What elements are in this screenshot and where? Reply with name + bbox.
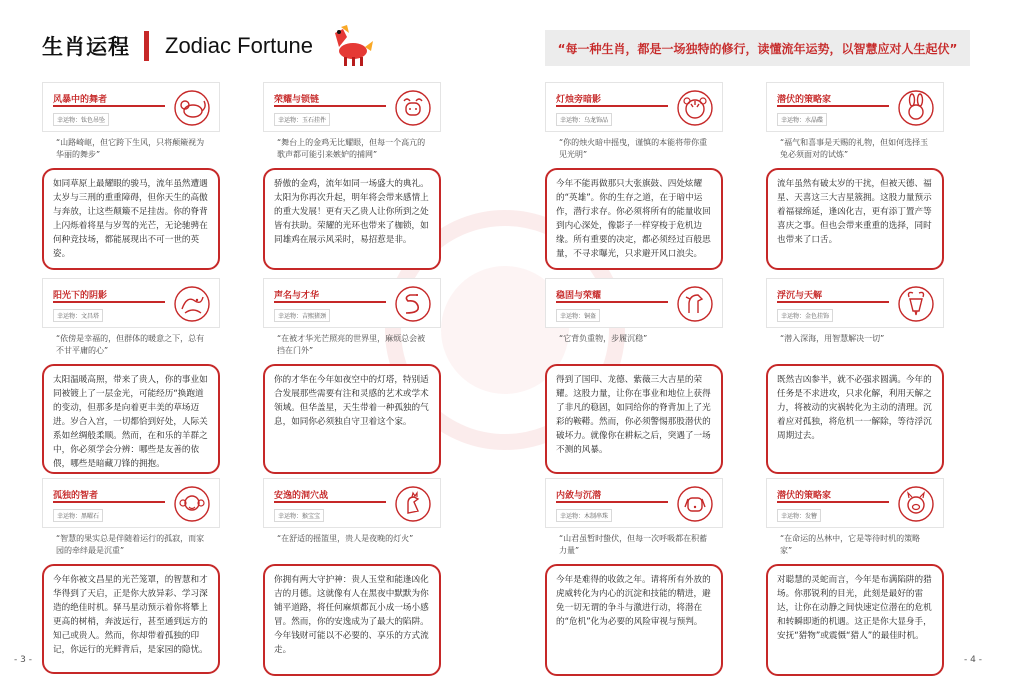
page-number-left: - 3 - [14,655,32,665]
card-title: 阳光下的阴影 [53,291,108,301]
lucky-item: 幸运物：钛色吊坠 [53,113,109,126]
card-header [42,278,220,328]
card-quote: “山君虽暂时蛰伏，但每一次呼吸都在积蓄力量” [559,534,708,555]
card-body: 得到了国印、龙德、紫薇三大吉星的荣耀。这股力量，让你在事业和地位上获得了非凡的稳固，如同给你的脊背加上了光彩的鞍鞯。然而，你必须警惕那股潜伏的破坏力。就像你在耕耘之后，突遇了一场不测的风暴。 [545,364,723,474]
card-quote: “智慧的果实总是伴随着运行的孤寂，而家园的牵绊最是沉重” [56,534,205,555]
card-title: 浮沉与天解 [777,291,823,301]
card-header [766,278,944,328]
card-quote: “你的烛火暗中摇曳，谨慎的本能将带你重见光明” [559,138,708,159]
card-quote: “福气和喜事是天赐的礼物，但如何选择玉兔必须面对的试炼” [780,138,929,159]
card-title: 稳固与荣耀 [556,291,602,301]
lucky-item: 幸运物：水晶碟 [777,113,827,126]
card-quote: “潜入深海，用智慧解决一切” [780,334,885,343]
zodiac-card [42,82,220,270]
lucky-item: 幸运物：猴宝宝 [274,509,324,522]
card-title-underline [53,105,165,107]
card-title: 潜伏的策略家 [777,95,832,105]
card-title: 安逸的洞穴战 [274,491,329,501]
title-divider [144,31,149,61]
card-title-underline [777,501,889,503]
card-title-underline [777,301,889,303]
card-body: 你的才华在今年如夜空中的灯塔，特别适合发展那些需要有注和灵感的艺术或学术领域。但华盖星，天生带着一种孤独的气息，如同你必须独自守卫着这个家。 [263,364,441,474]
card-title: 潜伏的策略家 [777,491,832,501]
card-body: 流年虽然有破太岁的干扰，但被天德、福星、天喜这三大吉星簇拥。这股力量预示着福禄绵延，逢凶化吉，更有添丁置产等喜庆之事。但也会带来重重的选择，同时也带来了口舌。 [766,168,944,270]
card-title: 声名与才华 [274,291,320,301]
card-quote: “在舒适的摇篮里，贵人是夜晚的灯火” [277,534,414,543]
monkey-icon [173,485,211,523]
lucky-item: 幸运物：木制串珠 [556,509,612,522]
zodiac-card [42,278,220,474]
lucky-item: 幸运物：铜盔 [556,309,600,322]
card-title: 孤独的智者 [53,491,99,501]
card-quote: “山路崎岖，但它跨下生风，只将颠簸视为华丽的舞步” [56,138,205,159]
pig-icon [897,485,935,523]
card-quote: “它背负重物，步履沉稳” [559,334,648,343]
lucky-item: 幸运物：发簪 [777,509,821,522]
card-title-underline [53,501,165,503]
page-title-en: Zodiac Fortune [165,33,313,58]
card-header [42,478,220,528]
snake-icon [394,285,432,323]
card-header [42,82,220,132]
zodiac-card [263,478,441,676]
page-title-cn: 生肖运程 [42,35,130,59]
card-header [263,82,441,132]
card-title-underline [556,501,668,503]
zodiac-card [545,478,723,676]
card-header [766,478,944,528]
lucky-item: 幸运物：文昌塔 [53,309,103,322]
card-quote: “舞台上的金鸡无比耀眼，但每一个高亢的歌声都可能引来嫉妒的捕网” [277,138,426,159]
card-header [545,478,723,528]
card-header [263,278,441,328]
card-header [545,82,723,132]
card-title: 灯烛旁暗影 [556,95,602,105]
zodiac-card [766,278,944,474]
rabbit-icon [897,89,935,127]
card-body: 今年你被文昌星的光芒笼罩，的智慧和才华得到了天启，正是你大放异彩、学习深造的绝佳时机。驿马星动预示着你将攀上更高的树梢，奔波远行，甚至通到远方的知己或贵人。然而，你却带着孤独的印记，你远行的光鲜背后，是家园的隐忧。 [42,564,220,674]
card-body: 既然吉凶参半，就不必强求圆满。今年的任务是不求进攻，只求化解，利用天解之力，将被动的灾祸转化为主动的清理。沉着应对孤独，将危机一一解除，等待浮沉周期过去。 [766,364,944,474]
zodiac-card [545,82,723,270]
lucky-item: 幸运物：金色挂饰 [777,309,833,322]
card-header [263,478,441,528]
lucky-item: 幸运物：吉熙猪颈 [274,309,330,322]
card-body: 你拥有两大守护神：贵人玉堂和能逢凶化吉的月德。这就像有人在黑夜中默默为你铺平道路，将任何麻烦都瓦小成一场小感冒。然而，你的安逸成为了最大的陷阱。今年钱财可能以不必要的、享乐的方式流走。 [263,564,441,676]
lucky-item: 幸运物：乌龙饰品 [556,113,612,126]
card-header [545,278,723,328]
card-body: 今年不能再做那只大张旗鼓、四处炫耀的“英雄”。你的生存之道，在于暗中运作，潜行求存。你必须将所有的能量收回到内心深处，像影子一样穿梭于危机边缘。所有重要的决定，都必须经过百般思量，不寻求曝光，只求避开风口浪尖。 [545,168,723,270]
dog-icon [676,485,714,523]
zodiac-card [766,478,944,676]
rooster-icon [394,485,432,523]
card-body: 对聪慧的灵蛇而言，今年是布满陷阱的猎场。你那锐利的目光，此刻是最好的雷达，让你在动静之间快速定位潜在的危机和转瞬即逝的机遇。这正是你大显身手，安抚“猎物”或震慑“猎人”的最佳时机。 [766,564,944,676]
tiger-icon [676,89,714,127]
zodiac-card [263,278,441,474]
rat-icon [173,89,211,127]
zodiac-card [545,278,723,474]
card-title: 内敛与沉潜 [556,491,602,501]
card-title-underline [274,301,386,303]
header-quote-box [545,30,970,66]
page-number-right: - 4 - [964,655,982,665]
card-quote: “在被才华光芒照亮的世界里，麻烦总会被挡在门外” [277,334,426,355]
card-body: 如同草原上最耀眼的骏马，流年虽然遭遇太岁与三刑的重重障碍，但你天生的高傲与奔放，让这些颠簸不足挂齿。你的脊背上闪烁着将星与岁驾的光芒，无论驰骋在何种竞技场，都能展现出不可一世的英姿。 [42,168,220,270]
card-title-underline [274,105,386,107]
card-quote: “在命运的丛林中，它是等待时机的策略家” [780,534,921,555]
card-quote: “依傍是幸福的，但群体的暖意之下，总有不甘平庸的心” [56,334,205,355]
lucky-item: 幸运物：玉石挂件 [274,113,330,126]
card-title-underline [274,501,386,503]
card-title-underline [53,301,165,303]
card-title-underline [777,105,889,107]
header-quote: “每一种生肖，都是一场独特的修行，读懂流年运势，以智慧应对人生起伏” [557,41,958,56]
zodiac-card [42,478,220,674]
horse-mascot-icon [327,23,375,69]
card-body: 太阳温暖高照，带来了贵人，你的事业如同被镀上了一层金光，可能经历“换跑道的变动，但那多是向着更丰美的草场迈进。岁合入宫，一切都恰到好处，人际关系如丝绸般柔顺。然而，在和乐的羊群之中，你必须学会分辨：哪些是友善的依偎，哪些是暗藏刀锋的拥抱。 [42,364,220,474]
card-title: 风暴中的舞者 [53,95,108,105]
card-title: 荣耀与锁链 [274,95,320,105]
card-title-underline [556,105,668,107]
card-title-underline [556,301,668,303]
zodiac-card [263,82,441,270]
lucky-item: 幸运物：黑曜石 [53,509,103,522]
horse-icon [676,285,714,323]
ox-icon [394,89,432,127]
dragon-icon [173,285,211,323]
zodiac-card [766,82,944,270]
page-header [42,22,375,70]
card-body: 今年是难得的收敛之年。请将所有外放的虎威转化为内心的沉淀和技能的精进，避免一切无谓的争斗与激进行动，将潜在的“危机”化为必要的风险审视与预判。 [545,564,723,676]
card-header [766,82,944,132]
goat-icon [897,285,935,323]
card-body: 骄傲的金鸡，流年如同一场盛大的典礼。太阳为你再次升起，明年将会带来感情上的重大发展！更有天乙贵人让你所到之处皆有扶助。荣耀的光环也带来了枷锁，如同雄鸡在展示风采时，易招惹是非。 [263,168,441,270]
